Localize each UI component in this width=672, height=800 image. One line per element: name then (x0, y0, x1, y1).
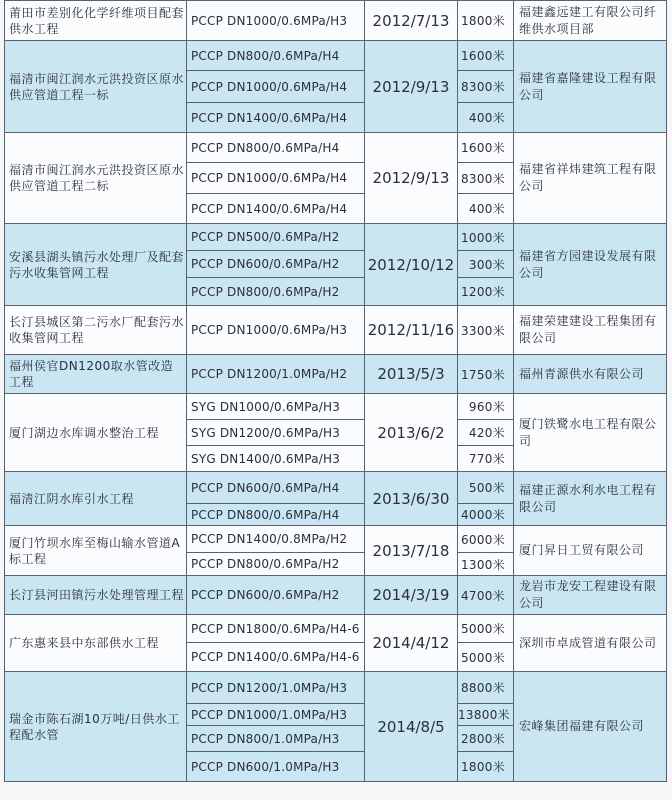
project-reference-table (4, 0, 667, 782)
quantity-cell: 1800米 (458, 1, 514, 41)
pipe-spec-cell: PCCP DN800/0.6MPa/H4 (187, 41, 365, 71)
supply-date-cell: 2012/7/13 (365, 1, 458, 41)
client-company-cell: 深圳市卓成管道有限公司 (514, 615, 667, 672)
pipe-spec-cell: PCCP DN1000/0.6MPa/H4 (187, 163, 365, 194)
pipe-spec-cell: PCCP DN600/1.0MPa/H3 (187, 752, 365, 782)
pipe-spec-cell: PCCP DN800/0.6MPa/H4 (187, 504, 365, 526)
table-row (5, 472, 667, 504)
client-company-cell: 龙岩市龙安工程建设有限公司 (514, 576, 667, 615)
project-name-cell: 福州侯官DN1200取水管改造工程 (5, 355, 187, 394)
pipe-spec-cell: PCCP DN800/1.0MPa/H3 (187, 726, 365, 752)
project-name-cell: 莆田市差别化化学纤维项目配套供水工程 (5, 1, 187, 41)
pipe-spec-cell: PCCP DN1400/0.6MPa/H4 (187, 194, 365, 224)
pipe-spec-cell: PCCP DN500/0.6MPa/H2 (187, 224, 365, 251)
quantity-cell: 960米 (458, 394, 514, 420)
quantity-cell: 13800米 (458, 704, 514, 726)
table-row (5, 41, 667, 71)
client-company-cell: 宏峰集团福建有限公司 (514, 672, 667, 782)
quantity-cell: 4700米 (458, 576, 514, 615)
client-company-cell: 福建省方园建设发展有限公司 (514, 224, 667, 306)
quantity-cell: 6000米 (458, 526, 514, 553)
supply-date-cell: 2012/9/13 (365, 133, 458, 224)
client-company-cell: 福州青源供水有限公司 (514, 355, 667, 394)
pipe-spec-cell: PCCP DN800/0.6MPa/H2 (187, 278, 365, 306)
quantity-cell: 300米 (458, 251, 514, 278)
project-name-cell: 长汀县河田镇污水处理管理工程 (5, 576, 187, 615)
project-name-cell: 福清市闽江润水元洪投资区原水供应管道工程一标 (5, 41, 187, 133)
quantity-cell: 8300米 (458, 163, 514, 194)
supply-date-cell: 2013/6/2 (365, 394, 458, 472)
pipe-spec-cell: PCCP DN1200/1.0MPa/H3 (187, 672, 365, 704)
supply-date-cell: 2012/9/13 (365, 41, 458, 133)
supply-date-cell: 2014/8/5 (365, 672, 458, 782)
pipe-spec-cell: PCCP DN1400/0.8MPa/H2 (187, 526, 365, 553)
quantity-cell: 1750米 (458, 355, 514, 394)
table-row (5, 1, 667, 41)
supply-date-cell: 2012/10/12 (365, 224, 458, 306)
project-name-cell: 福清江阴水库引水工程 (5, 472, 187, 526)
quantity-cell: 1300米 (458, 553, 514, 576)
supply-date-cell: 2013/6/30 (365, 472, 458, 526)
quantity-cell: 770米 (458, 446, 514, 472)
supply-date-cell: 2014/4/12 (365, 615, 458, 672)
project-name-cell: 广东惠来县中东部供水工程 (5, 615, 187, 672)
pipe-spec-cell: PCCP DN1800/0.6MPa/H4-6 (187, 615, 365, 643)
pipe-spec-cell: PCCP DN1000/0.6MPa/H4 (187, 71, 365, 103)
quantity-cell: 400米 (458, 103, 514, 133)
quantity-cell: 5000米 (458, 643, 514, 672)
supply-date-cell: 2012/11/16 (365, 306, 458, 355)
pipe-spec-cell: PCCP DN1000/1.0MPa/H3 (187, 704, 365, 726)
client-company-cell: 福建省嘉隆建设工程有限公司 (514, 41, 667, 133)
project-name-cell: 长汀县城区第二污水厂配套污水收集管网工程 (5, 306, 187, 355)
table-row (5, 394, 667, 420)
table-row (5, 526, 667, 553)
quantity-cell: 1000米 (458, 224, 514, 251)
project-name-cell: 厦门湖边水库调水整治工程 (5, 394, 187, 472)
client-company-cell: 福建荣建建设工程集团有限公司 (514, 306, 667, 355)
supply-date-cell: 2013/5/3 (365, 355, 458, 394)
pipe-spec-cell: PCCP DN800/0.6MPa/H4 (187, 133, 365, 163)
quantity-cell: 5000米 (458, 615, 514, 643)
supply-date-cell: 2014/3/19 (365, 576, 458, 615)
quantity-cell: 500米 (458, 472, 514, 504)
quantity-cell: 3300米 (458, 306, 514, 355)
table-row (5, 615, 667, 643)
pipe-spec-cell: PCCP DN1400/0.6MPa/H4 (187, 103, 365, 133)
quantity-cell: 1600米 (458, 133, 514, 163)
project-name-cell: 厦门竹坝水库至梅山输水管道A标工程 (5, 526, 187, 576)
client-company-cell: 福建鑫远建工有限公司纤维供水项目部 (514, 1, 667, 41)
pipe-spec-cell: SYG DN1000/0.6MPa/H3 (187, 394, 365, 420)
table-row (5, 133, 667, 163)
pipe-spec-cell: PCCP DN600/0.6MPa/H2 (187, 576, 365, 615)
quantity-cell: 1800米 (458, 752, 514, 782)
pipe-spec-cell: PCCP DN600/0.6MPa/H4 (187, 472, 365, 504)
table-row (5, 355, 667, 394)
quantity-cell: 8800米 (458, 672, 514, 704)
project-name-cell: 福清市闽江润水元洪投资区原水供应管道工程二标 (5, 133, 187, 224)
client-company-cell: 福建正源水利水电工程有限公司 (514, 472, 667, 526)
quantity-cell: 1200米 (458, 278, 514, 306)
table-row (5, 224, 667, 251)
quantity-cell: 2800米 (458, 726, 514, 752)
pipe-spec-cell: PCCP DN1000/0.6MPa/H3 (187, 306, 365, 355)
project-name-cell: 瑞金市陈石湖10万吨/日供水工程配水管 (5, 672, 187, 782)
client-company-cell: 福建省祥炜建筑工程有限公司 (514, 133, 667, 224)
client-company-cell: 厦门铁鹭水电工程有限公司 (514, 394, 667, 472)
table-row (5, 576, 667, 615)
pipe-spec-cell: PCCP DN1000/0.6MPa/H3 (187, 1, 365, 41)
quantity-cell: 400米 (458, 194, 514, 224)
pipe-spec-cell: PCCP DN1200/1.0MPa/H2 (187, 355, 365, 394)
pipe-spec-cell: PCCP DN600/0.6MPa/H2 (187, 251, 365, 278)
table-row (5, 306, 667, 355)
quantity-cell: 4000米 (458, 504, 514, 526)
pipe-spec-cell: PCCP DN800/0.6MPa/H2 (187, 553, 365, 576)
pipe-spec-cell: PCCP DN1400/0.6MPa/H4-6 (187, 643, 365, 672)
quantity-cell: 420米 (458, 420, 514, 446)
table-row (5, 672, 667, 704)
pipe-spec-cell: SYG DN1200/0.6MPa/H3 (187, 420, 365, 446)
quantity-cell: 1600米 (458, 41, 514, 71)
supply-date-cell: 2013/7/18 (365, 526, 458, 576)
pipe-spec-cell: SYG DN1400/0.6MPa/H3 (187, 446, 365, 472)
client-company-cell: 厦门昇日工贸有限公司 (514, 526, 667, 576)
project-name-cell: 安溪县湖头镇污水处理厂及配套污水收集管网工程 (5, 224, 187, 306)
quantity-cell: 8300米 (458, 71, 514, 103)
